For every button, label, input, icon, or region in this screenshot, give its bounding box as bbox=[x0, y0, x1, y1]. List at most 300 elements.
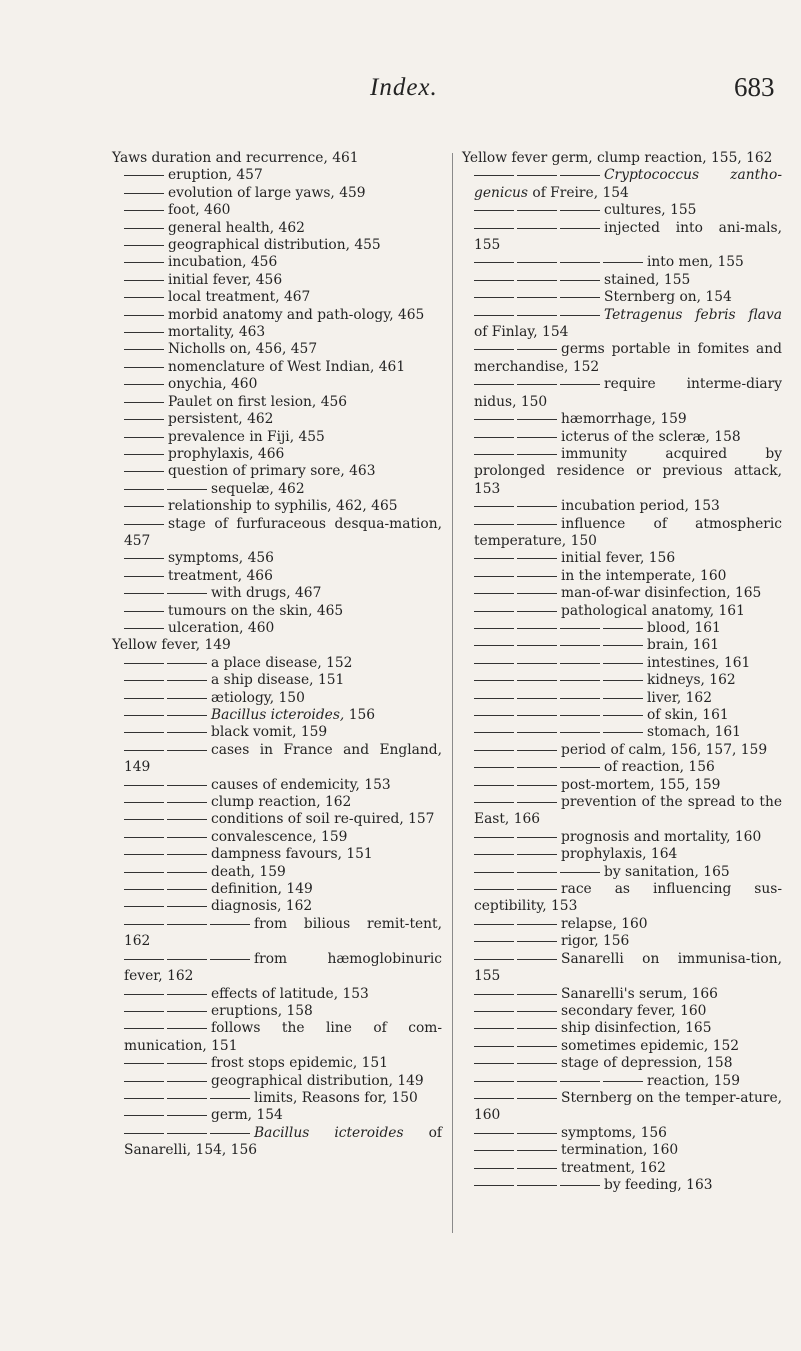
entry-text: geographical distribution, 455 bbox=[168, 237, 381, 254]
index-entry bbox=[112, 185, 442, 202]
ditto-dash bbox=[560, 645, 600, 646]
ditto-dash bbox=[517, 524, 557, 525]
entry-text: frost stops epidemic, 151 bbox=[211, 1055, 388, 1072]
index-entry bbox=[462, 846, 782, 863]
index-entry bbox=[462, 777, 782, 794]
index-entry bbox=[462, 1142, 782, 1159]
ditto-dash bbox=[474, 715, 514, 716]
entry-text: kidneys, 162 bbox=[647, 672, 736, 689]
ditto-dash bbox=[474, 889, 514, 890]
ditto-dash bbox=[474, 872, 514, 873]
index-entry bbox=[112, 672, 442, 689]
ditto-dash bbox=[603, 262, 643, 263]
index-entry bbox=[462, 498, 782, 515]
ditto-dash bbox=[474, 437, 514, 438]
ditto-dash bbox=[124, 332, 164, 333]
ditto-dash bbox=[517, 349, 557, 350]
ditto-dash bbox=[124, 837, 164, 838]
entry-text: limits, Reasons for, 150 bbox=[254, 1089, 418, 1106]
ditto-dash bbox=[560, 280, 600, 281]
index-entry bbox=[462, 289, 782, 306]
ditto-dash bbox=[474, 767, 514, 768]
index-entry bbox=[462, 150, 782, 167]
entry-text: Yaws duration and recurrence, 461 bbox=[112, 150, 359, 166]
index-entry bbox=[112, 481, 442, 498]
index-entry bbox=[112, 777, 442, 794]
ditto-dash bbox=[474, 506, 514, 507]
index-entry bbox=[462, 1055, 782, 1072]
ditto-dash bbox=[167, 819, 207, 820]
index-entry bbox=[112, 550, 442, 567]
ditto-dash bbox=[517, 175, 557, 176]
ditto-dash bbox=[474, 1011, 514, 1012]
ditto-dash bbox=[124, 262, 164, 263]
ditto-dash bbox=[124, 367, 164, 368]
index-entry bbox=[112, 881, 442, 898]
ditto-dash bbox=[474, 262, 514, 263]
entry-text: Nicholls on, 456, 457 bbox=[168, 341, 318, 358]
ditto-dash bbox=[517, 837, 557, 838]
entry-text: prevention of the spread to the East, 166 bbox=[474, 794, 782, 828]
ditto-dash bbox=[517, 924, 557, 925]
ditto-dash bbox=[167, 872, 207, 873]
entry-text: eruptions, 158 bbox=[211, 1002, 313, 1019]
ditto-dash bbox=[517, 315, 557, 316]
entry-text: icterus of the scleræ, 158 bbox=[561, 428, 741, 445]
ditto-dash bbox=[517, 297, 557, 298]
index-entry bbox=[462, 916, 782, 933]
index-entry bbox=[112, 376, 442, 393]
entry-italic-text: Cryptococcus zantho-genicus bbox=[474, 167, 782, 201]
ditto-dash bbox=[167, 680, 207, 681]
ditto-dash bbox=[603, 698, 643, 699]
ditto-dash bbox=[517, 1168, 557, 1169]
entry-text: convalescence, 159 bbox=[211, 828, 348, 845]
running-title: Index. bbox=[370, 74, 438, 101]
index-entry bbox=[462, 603, 782, 620]
entry-text: eruption, 457 bbox=[168, 167, 263, 184]
ditto-dash bbox=[560, 663, 600, 664]
entry-text: by feeding, 163 bbox=[604, 1176, 713, 1193]
ditto-dash bbox=[124, 994, 164, 995]
index-entry bbox=[462, 794, 782, 829]
index-entry bbox=[462, 759, 782, 776]
entry-text: nomenclature of West Indian, 461 bbox=[168, 358, 406, 375]
ditto-dash bbox=[167, 1028, 207, 1029]
ditto-dash bbox=[474, 210, 514, 211]
entry-text: injected into ani-mals, 155 bbox=[474, 219, 782, 254]
entry-text: by sanitation, 165 bbox=[604, 863, 730, 880]
entry-text: effects of latitude, 153 bbox=[211, 985, 369, 1002]
ditto-dash bbox=[124, 1133, 164, 1134]
entry-text: sequelæ, 462 bbox=[211, 480, 305, 497]
ditto-dash bbox=[517, 1063, 557, 1064]
entry-text: in the intemperate, 160 bbox=[561, 567, 727, 584]
index-entry bbox=[112, 167, 442, 184]
ditto-dash bbox=[517, 1133, 557, 1134]
ditto-dash bbox=[474, 854, 514, 855]
ditto-dash bbox=[474, 802, 514, 803]
index-entry bbox=[112, 603, 442, 620]
ditto-dash bbox=[560, 872, 600, 873]
ditto-dash bbox=[124, 349, 164, 350]
entry-text: follows the line of com-munication, 151 bbox=[124, 1020, 442, 1054]
index-entry bbox=[462, 254, 782, 271]
entry-text: immunity acquired by prolonged residence or previous attack, 153 bbox=[474, 445, 782, 497]
ditto-dash bbox=[124, 593, 164, 594]
entry-text: brain, 161 bbox=[647, 637, 720, 654]
ditto-dash bbox=[560, 262, 600, 263]
ditto-dash bbox=[167, 1011, 207, 1012]
ditto-dash bbox=[474, 785, 514, 786]
entry-text: of Freire, 154 bbox=[528, 184, 629, 201]
entry-text: of reaction, 156 bbox=[604, 759, 715, 776]
index-entry bbox=[462, 620, 782, 637]
ditto-dash bbox=[517, 228, 557, 229]
ditto-dash bbox=[560, 715, 600, 716]
ditto-dash bbox=[124, 454, 164, 455]
index-entry bbox=[112, 707, 442, 724]
index-entry bbox=[462, 864, 782, 881]
entry-text: of skin, 161 bbox=[647, 707, 729, 723]
ditto-dash bbox=[167, 715, 207, 716]
entry-text: prophylaxis, 466 bbox=[168, 445, 285, 462]
ditto-dash bbox=[603, 628, 643, 629]
index-entry bbox=[112, 254, 442, 271]
index-entry bbox=[112, 429, 442, 446]
entry-text: stage of depression, 158 bbox=[561, 1055, 733, 1072]
index-entry bbox=[462, 429, 782, 446]
index-entry bbox=[112, 150, 442, 167]
entry-text: influence of atmospheric temperature, 150 bbox=[474, 515, 782, 549]
ditto-dash bbox=[167, 924, 207, 925]
index-entry bbox=[112, 898, 442, 915]
index-entry bbox=[112, 220, 442, 237]
ditto-dash bbox=[517, 454, 557, 455]
ditto-dash bbox=[474, 524, 514, 525]
ditto-dash bbox=[167, 994, 207, 995]
ditto-dash bbox=[124, 506, 164, 507]
index-entry bbox=[112, 272, 442, 289]
ditto-dash bbox=[474, 959, 514, 960]
ditto-dash bbox=[167, 663, 207, 664]
index-entry bbox=[112, 1125, 442, 1160]
ditto-dash bbox=[560, 175, 600, 176]
ditto-dash bbox=[474, 1046, 514, 1047]
ditto-dash bbox=[560, 1081, 600, 1082]
ditto-dash bbox=[517, 680, 557, 681]
ditto-dash bbox=[560, 384, 600, 385]
entry-text: tumours on the skin, 465 bbox=[168, 602, 344, 619]
index-entry bbox=[462, 202, 782, 219]
entry-text: Paulet on first lesion, 456 bbox=[168, 393, 348, 410]
entry-text: liver, 162 bbox=[647, 689, 712, 706]
entry-text: black vomit, 159 bbox=[211, 724, 328, 741]
index-entry bbox=[112, 498, 442, 515]
index-entry bbox=[112, 690, 442, 707]
entry-text: stomach, 161 bbox=[647, 724, 741, 741]
entry-text: stained, 155 bbox=[604, 271, 691, 288]
entry-text: treatment, 466 bbox=[168, 567, 273, 584]
ditto-dash bbox=[124, 872, 164, 873]
entry-text: definition, 149 bbox=[211, 881, 313, 898]
index-entry bbox=[462, 724, 782, 741]
ditto-dash bbox=[474, 628, 514, 629]
ditto-dash bbox=[474, 611, 514, 612]
entry-text: onychia, 460 bbox=[168, 376, 258, 393]
ditto-dash bbox=[124, 280, 164, 281]
index-entry bbox=[112, 724, 442, 741]
ditto-dash bbox=[474, 1168, 514, 1169]
index-entry bbox=[462, 933, 782, 950]
entry-text: dampness favours, 151 bbox=[211, 846, 373, 863]
ditto-dash bbox=[124, 889, 164, 890]
index-entry bbox=[112, 237, 442, 254]
ditto-dash bbox=[517, 262, 557, 263]
index-entry bbox=[112, 794, 442, 811]
entry-text: secondary fever, 160 bbox=[561, 1002, 707, 1019]
ditto-dash bbox=[124, 698, 164, 699]
entry-text: post-mortem, 155, 159 bbox=[561, 776, 721, 793]
ditto-dash bbox=[517, 889, 557, 890]
ditto-dash bbox=[517, 663, 557, 664]
index-entry bbox=[112, 446, 442, 463]
ditto-dash bbox=[560, 210, 600, 211]
ditto-dash bbox=[474, 576, 514, 577]
entry-text: death, 159 bbox=[211, 863, 286, 880]
ditto-dash bbox=[517, 280, 557, 281]
index-entry bbox=[112, 1020, 442, 1055]
entry-text: clump reaction, 162 bbox=[211, 794, 352, 811]
entry-text: Sternberg on, 154 bbox=[604, 289, 732, 306]
index-entry bbox=[462, 272, 782, 289]
entry-text: cases in France and England, 149 bbox=[124, 741, 442, 776]
ditto-dash bbox=[474, 349, 514, 350]
ditto-dash bbox=[517, 802, 557, 803]
ditto-dash bbox=[560, 767, 600, 768]
entry-text: incubation, 456 bbox=[168, 254, 278, 271]
ditto-dash bbox=[124, 193, 164, 194]
ditto-dash bbox=[124, 785, 164, 786]
ditto-dash bbox=[603, 1081, 643, 1082]
ditto-dash bbox=[517, 1028, 557, 1029]
ditto-dash bbox=[124, 906, 164, 907]
ditto-dash bbox=[474, 941, 514, 942]
ditto-dash bbox=[474, 924, 514, 925]
ditto-dash bbox=[517, 941, 557, 942]
entry-text: from hæmoglobinuric fever, 162 bbox=[124, 950, 442, 985]
index-entry bbox=[462, 690, 782, 707]
entry-text: Yellow fever germ, clump reaction, 155, 162 bbox=[462, 150, 773, 166]
index-entry bbox=[462, 516, 782, 551]
page-number: 683 bbox=[734, 72, 775, 102]
entry-text: Sternberg on the temper-ature, 160 bbox=[474, 1089, 782, 1124]
ditto-dash bbox=[124, 924, 164, 925]
entry-text: causes of endemicity, 153 bbox=[211, 776, 391, 793]
entry-text: foot, 460 bbox=[168, 202, 231, 219]
ditto-dash bbox=[474, 315, 514, 316]
ditto-dash bbox=[124, 315, 164, 316]
ditto-dash bbox=[517, 854, 557, 855]
index-entry bbox=[462, 1090, 782, 1125]
entry-text: geographical distribution, 149 bbox=[211, 1072, 424, 1089]
ditto-dash bbox=[124, 228, 164, 229]
ditto-dash bbox=[474, 419, 514, 420]
ditto-dash bbox=[517, 732, 557, 733]
index-entry bbox=[112, 846, 442, 863]
entry-italic-text: Bacillus icteroides bbox=[254, 1124, 404, 1141]
index-entry bbox=[112, 829, 442, 846]
entry-text: a place disease, 152 bbox=[211, 654, 353, 671]
ditto-dash bbox=[474, 1081, 514, 1082]
index-entry bbox=[112, 986, 442, 1003]
ditto-dash bbox=[474, 1098, 514, 1099]
ditto-dash bbox=[517, 419, 557, 420]
ditto-dash bbox=[124, 175, 164, 176]
entry-text: initial fever, 456 bbox=[168, 271, 283, 288]
entry-text: require interme-diary nidus, 150 bbox=[474, 376, 782, 410]
ditto-dash bbox=[560, 228, 600, 229]
entry-text: from bilious remit-tent, 162 bbox=[124, 915, 442, 950]
ditto-dash bbox=[517, 1150, 557, 1151]
ditto-dash bbox=[167, 854, 207, 855]
ditto-dash bbox=[210, 924, 250, 925]
entry-text: prevalence in Fiji, 455 bbox=[168, 428, 325, 445]
ditto-dash bbox=[124, 402, 164, 403]
ditto-dash bbox=[124, 750, 164, 751]
index-entry bbox=[462, 167, 782, 202]
index-entry bbox=[462, 341, 782, 376]
ditto-dash bbox=[474, 280, 514, 281]
index-entry bbox=[462, 550, 782, 567]
entry-text: Yellow fever, 149 bbox=[112, 637, 231, 654]
ditto-dash bbox=[167, 1115, 207, 1116]
ditto-dash bbox=[124, 802, 164, 803]
ditto-dash bbox=[517, 1098, 557, 1099]
ditto-dash bbox=[517, 437, 557, 438]
index-entry bbox=[112, 742, 442, 777]
ditto-dash bbox=[560, 698, 600, 699]
ditto-dash bbox=[517, 959, 557, 960]
ditto-dash bbox=[474, 228, 514, 229]
index-entry bbox=[462, 829, 782, 846]
entry-text: persistent, 462 bbox=[168, 411, 274, 428]
ditto-dash bbox=[124, 628, 164, 629]
ditto-dash bbox=[603, 680, 643, 681]
entry-text: intestines, 161 bbox=[647, 654, 751, 671]
index-entry bbox=[462, 637, 782, 654]
ditto-dash bbox=[517, 611, 557, 612]
entry-text: Sanarelli on immunisa-tion, 155 bbox=[474, 950, 782, 985]
index-entry bbox=[462, 1038, 782, 1055]
entry-text: a ship disease, 151 bbox=[211, 672, 345, 689]
ditto-dash bbox=[517, 506, 557, 507]
ditto-dash bbox=[210, 959, 250, 960]
ditto-dash bbox=[167, 906, 207, 907]
index-entry bbox=[462, 707, 782, 724]
index-entry bbox=[112, 585, 442, 602]
entry-text: ætiology, 150 bbox=[211, 689, 305, 706]
ditto-dash bbox=[167, 732, 207, 733]
index-entry bbox=[462, 986, 782, 1003]
ditto-dash bbox=[124, 959, 164, 960]
ditto-dash bbox=[474, 1185, 514, 1186]
ditto-dash bbox=[474, 384, 514, 385]
ditto-dash bbox=[474, 454, 514, 455]
ditto-dash bbox=[474, 750, 514, 751]
ditto-dash bbox=[124, 1011, 164, 1012]
entry-text: race as influencing sus-ceptibility, 153 bbox=[474, 881, 782, 915]
entry-text: cultures, 155 bbox=[604, 202, 697, 219]
ditto-dash bbox=[603, 732, 643, 733]
ditto-dash bbox=[474, 645, 514, 646]
index-entry bbox=[112, 1055, 442, 1072]
ditto-dash bbox=[124, 1028, 164, 1029]
index-entry bbox=[462, 568, 782, 585]
index-entry bbox=[462, 585, 782, 602]
entry-text: germs portable in fomites and merchandise, 152 bbox=[474, 341, 782, 375]
entry-text: hæmorrhage, 159 bbox=[561, 411, 687, 428]
index-entry bbox=[462, 1073, 782, 1090]
entry-text: incubation period, 153 bbox=[561, 498, 720, 515]
ditto-dash bbox=[517, 994, 557, 995]
entry-text: sometimes epidemic, 152 bbox=[561, 1037, 740, 1054]
ditto-dash bbox=[560, 732, 600, 733]
ditto-dash bbox=[474, 558, 514, 559]
entry-text: initial fever, 156 bbox=[561, 550, 676, 567]
index-entry bbox=[462, 742, 782, 759]
index-entry bbox=[462, 446, 782, 498]
index-entry bbox=[112, 811, 442, 828]
column-divider bbox=[452, 153, 453, 1233]
entry-text: stage of furfuraceous desqua-mation, 457 bbox=[124, 515, 442, 549]
index-entry bbox=[112, 307, 442, 324]
index-entry bbox=[112, 359, 442, 376]
index-entry bbox=[112, 324, 442, 341]
entry-text: treatment, 162 bbox=[561, 1159, 666, 1176]
ditto-dash bbox=[517, 558, 557, 559]
entry-text: germ, 154 bbox=[211, 1107, 283, 1124]
ditto-dash bbox=[474, 663, 514, 664]
ditto-dash bbox=[560, 315, 600, 316]
ditto-dash bbox=[124, 1098, 164, 1099]
index-entry bbox=[112, 289, 442, 306]
ditto-dash bbox=[124, 732, 164, 733]
entry-text: relapse, 160 bbox=[561, 915, 648, 932]
entry-text: prognosis and mortality, 160 bbox=[561, 828, 762, 845]
entry-text: ship disinfection, 165 bbox=[561, 1020, 712, 1037]
index-entry bbox=[112, 341, 442, 358]
entry-text: rigor, 156 bbox=[561, 933, 630, 950]
index-entry bbox=[462, 411, 782, 428]
index-entry bbox=[112, 394, 442, 411]
ditto-dash bbox=[124, 384, 164, 385]
ditto-dash bbox=[167, 802, 207, 803]
index-entry bbox=[112, 1107, 442, 1124]
ditto-dash bbox=[124, 663, 164, 664]
index-entry bbox=[112, 1003, 442, 1020]
ditto-dash bbox=[517, 593, 557, 594]
ditto-dash bbox=[474, 1063, 514, 1064]
ditto-dash bbox=[124, 419, 164, 420]
ditto-dash bbox=[560, 297, 600, 298]
entry-text: into men, 155 bbox=[647, 254, 744, 271]
ditto-dash bbox=[124, 489, 164, 490]
index-entry bbox=[112, 655, 442, 672]
ditto-dash bbox=[210, 1133, 250, 1134]
index-entry bbox=[462, 1177, 782, 1194]
entry-text: of Finlay, 154 bbox=[474, 324, 569, 341]
